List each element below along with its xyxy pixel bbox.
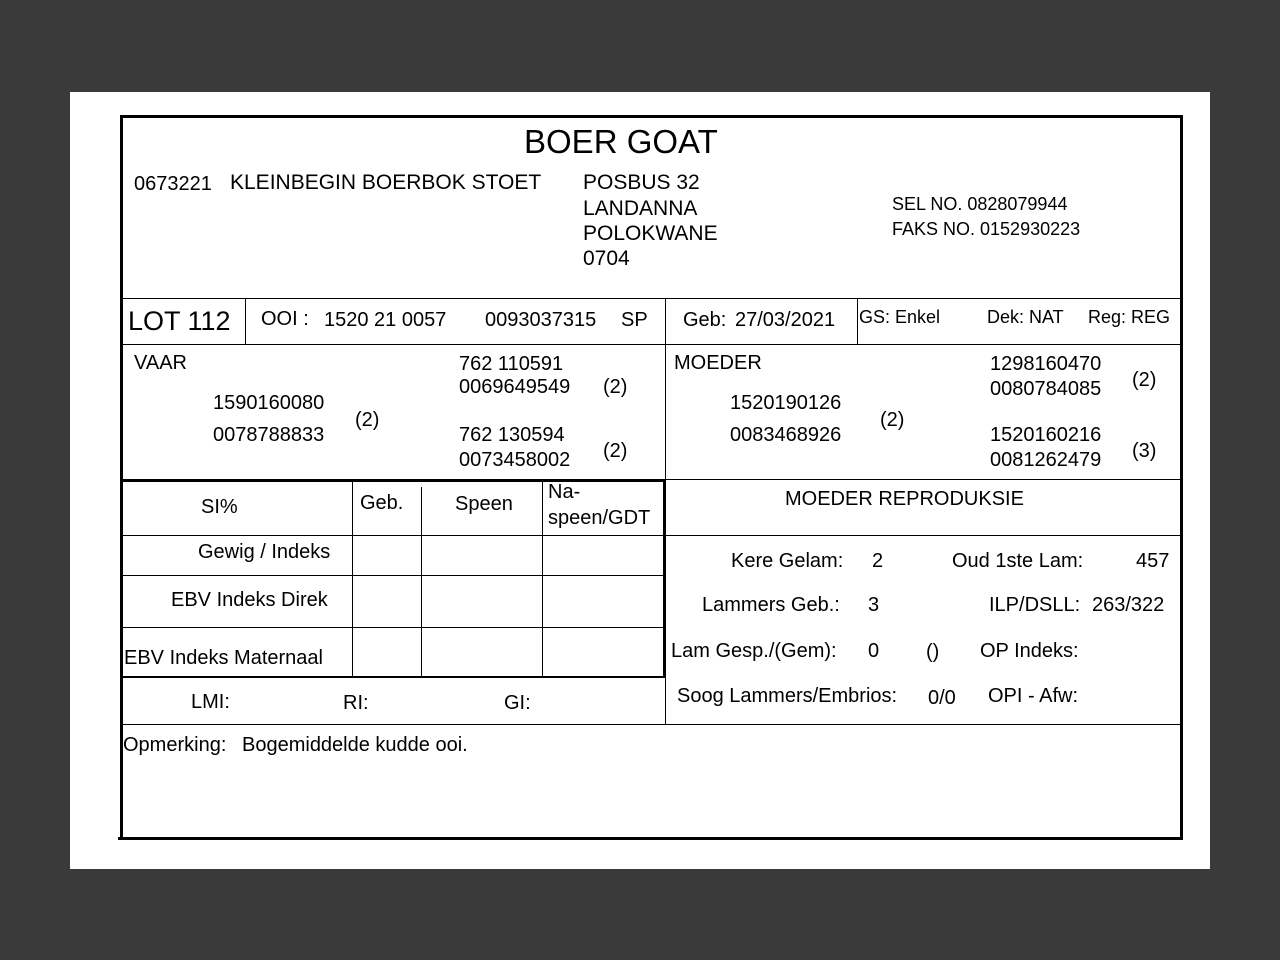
dam-count: (2) — [880, 409, 905, 431]
center-divider — [665, 298, 666, 725]
ooi-reg: 0093037315 — [485, 309, 597, 331]
perf-row-line-2 — [122, 627, 663, 628]
frame-bottom — [118, 837, 1183, 840]
sire-dam-id: 762 130594 — [459, 424, 565, 446]
perf-header-line — [122, 535, 1180, 536]
lam-gem-value: () — [926, 641, 940, 663]
ilp-dsll-value: 263/322 — [1092, 594, 1165, 616]
remark-label: Opmerking: — [123, 734, 227, 756]
address-line-2: LANDANNA — [583, 197, 698, 220]
sire-count: (2) — [355, 409, 380, 431]
sire-sire-reg: 0069649549 — [459, 376, 571, 398]
sire-dam-reg: 0073458002 — [459, 449, 571, 471]
dam-dam-reg: 0081262479 — [990, 449, 1102, 471]
fax-number: FAKS NO. 0152930223 — [892, 219, 1081, 239]
perf-col-line-3 — [542, 482, 543, 676]
dam-dam-id: 1520160216 — [990, 424, 1102, 446]
perf-col-line-2 — [421, 487, 422, 676]
ilp-dsll-label: ILP/DSLL: — [989, 594, 1081, 616]
lam-gesp-label: Lam Gesp./(Gem): — [671, 640, 837, 662]
lot-number: LOT 112 — [128, 306, 231, 336]
perf-header-na: Na- — [548, 481, 581, 503]
lammers-geb-label: Lammers Geb.: — [702, 594, 840, 616]
soog-lammers-value: 0/0 — [928, 687, 956, 709]
reg-field: Reg: REG — [1088, 307, 1171, 327]
breeder-name: KLEINBEGIN BOERBOK STOET — [230, 171, 542, 194]
address-line-1: POSBUS 32 — [583, 171, 700, 194]
oud-lam-value: 457 — [1136, 550, 1170, 572]
geb-divider — [857, 298, 858, 344]
lot-row-bottom-line — [122, 344, 1180, 345]
lot-divider — [245, 298, 246, 344]
birth-date: 27/03/2021 — [735, 309, 836, 331]
perf-header-naspeen: speen/GDT — [548, 507, 651, 529]
frame-right — [1180, 115, 1183, 839]
lammers-geb-value: 3 — [868, 594, 880, 616]
remark-text: Bogemiddelde kudde ooi. — [242, 734, 468, 756]
perf-row-line-1 — [122, 575, 663, 576]
perf-header-speen: Speen — [455, 493, 513, 515]
kere-gelam-value: 2 — [872, 550, 884, 572]
dam-sire-count: (2) — [1132, 369, 1157, 391]
perf-header-si: SI% — [201, 496, 238, 518]
perf-table-right — [663, 480, 665, 678]
frame-left — [120, 115, 123, 839]
gi-label: GI: — [504, 692, 531, 714]
sire-sire-id: 762 110591 — [459, 353, 564, 375]
op-indeks-label: OP Indeks: — [980, 640, 1079, 662]
sire-sire-count: (2) — [603, 376, 628, 398]
address-line-3: POLOKWANE — [583, 222, 718, 245]
sire-dam-count: (2) — [603, 440, 628, 462]
dam-id: 1520190126 — [730, 392, 842, 414]
birth-label: Geb: — [683, 309, 727, 331]
ri-label: RI: — [343, 692, 369, 714]
dam-label: MOEDER — [674, 352, 762, 374]
perf-col-line-1 — [352, 482, 353, 676]
sire-reg: 0078788833 — [213, 424, 325, 446]
soog-lammers-label: Soog Lammers/Embrios: — [677, 685, 898, 707]
indices-bottom-line — [122, 724, 1180, 725]
dek-field: Dek: NAT — [987, 307, 1064, 327]
ooi-id: 1520 21 0057 — [324, 309, 447, 331]
ooi-label: OOI : — [261, 308, 309, 330]
cell-number: SEL NO. 0828079944 — [892, 194, 1068, 214]
ooi-flag: SP — [621, 309, 648, 331]
sire-label: VAAR — [134, 352, 187, 374]
sire-id: 1590160080 — [213, 392, 325, 414]
gs-field: GS: Enkel — [859, 307, 941, 327]
breeder-code: 0673221 — [134, 173, 212, 195]
card-title: BOER GOAT — [524, 123, 718, 160]
opi-afw-label: OPI - Afw: — [988, 685, 1079, 707]
perf-table-bottom — [122, 676, 665, 678]
lmi-label: LMI: — [191, 691, 230, 713]
kere-gelam-label: Kere Gelam: — [731, 550, 844, 572]
perf-row-ebv-maternaal: EBV Indeks Maternaal — [124, 647, 323, 669]
frame-top — [120, 115, 1183, 118]
dam-reg: 0083468926 — [730, 424, 842, 446]
perf-row-ebv-direk: EBV Indeks Direk — [171, 589, 328, 611]
lot-row-top-line — [122, 298, 1180, 299]
lam-gesp-value: 0 — [868, 640, 880, 662]
perf-header-geb: Geb. — [360, 492, 404, 514]
perf-row-gewig: Gewig / Indeks — [198, 541, 331, 563]
dam-sire-id: 1298160470 — [990, 353, 1102, 375]
dam-dam-count: (3) — [1132, 440, 1157, 462]
perf-table-top — [122, 480, 665, 482]
address-line-4: 0704 — [583, 247, 630, 270]
dam-sire-reg: 0080784085 — [990, 378, 1102, 400]
reproduction-title: MOEDER REPRODUKSIE — [785, 488, 1024, 510]
oud-lam-label: Oud 1ste Lam: — [952, 550, 1084, 572]
